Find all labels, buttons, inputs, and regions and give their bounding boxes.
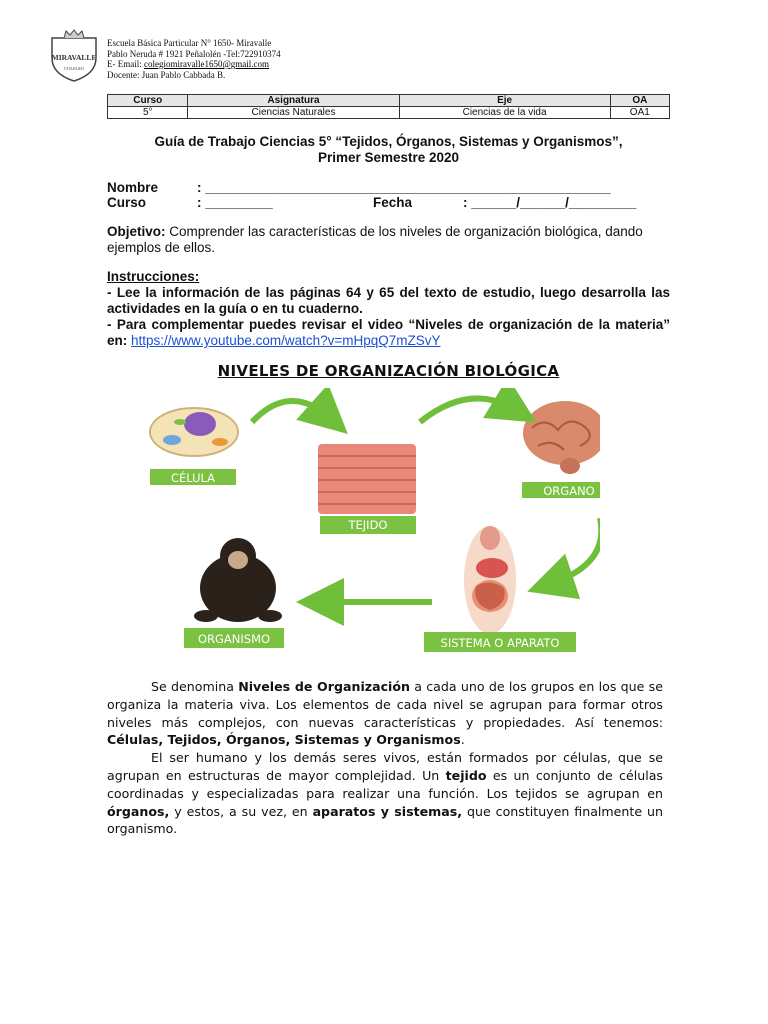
label-sistema: SISTEMA O APARATO: [440, 636, 560, 650]
paragraph-1: Se denomina Niveles de Organización a cada uno de los grupos en los que se organiza la materia viva. Los elementos de cada nivel se agrupan para formar otros niveles más complejos, con nuevas características y propiedades. Así tenemos: Células, Tejidos, Órganos, Sistemas y Organismos.: [107, 679, 663, 748]
curso-row: [107, 195, 636, 210]
nombre-label: Nombre: [107, 180, 159, 195]
label-organismo: ORGANISMO: [197, 632, 271, 646]
svg-text:MIRAVALLE: MIRAVALLE: [51, 53, 97, 62]
school-info: [107, 38, 281, 80]
label-tejido: TEJIDO: [348, 518, 388, 532]
teacher-name: Docente: Juan Pablo Cabbada B.: [107, 69, 226, 80]
fecha-field[interactable]: : ______/______/_________: [463, 195, 637, 210]
info-table: [107, 94, 670, 119]
arrow-organo-sistema: [550, 518, 600, 584]
info-table-header-row: [108, 95, 670, 107]
nombre-field[interactable]: : ______________________________________________________: [197, 180, 611, 195]
guide-title: Guía de Trabajo Ciencias 5° “Tejidos, Órganos, Sistemas y Organismos”, Primer Semestre 2020: [154, 134, 623, 165]
fecha-label: Fecha: [373, 195, 413, 210]
digestive-system-illustration: [464, 526, 516, 634]
body-text: [107, 678, 663, 838]
paragraph-2: El ser humano y los demás seres vivos, están formados por células, que se agrupan en estructuras de mayor complejidad. Un tejido es un conjunto de células coordinadas y especializadas para realizar una función. Los tejidos se agrupan en órganos, y estos, a su vez, en aparatos y sistemas, que constituyen finalmente un organismo.: [107, 750, 663, 837]
objective: [107, 224, 670, 256]
label-celula: CÉLULA: [170, 471, 216, 485]
organization-levels-diagram: [140, 388, 600, 668]
objective-text: Comprender las características de los niveles de organización biológica, dando ejemplos de ellos.: [107, 224, 643, 255]
video-link[interactable]: https://www.youtube.com/watch?v=mHpqQ7mZSvY: [131, 333, 441, 348]
info-header-curso: Curso: [108, 95, 188, 107]
info-value-eje: Ciencias de la vida: [399, 107, 610, 119]
chimpanzee-illustration: [194, 538, 282, 622]
info-header-oa: OA: [610, 95, 669, 107]
instructions-heading: Instrucciones:: [107, 269, 200, 284]
arrow-tejido-organo: [420, 398, 516, 422]
info-table-value-row: [108, 107, 670, 119]
school-name: Escuela Básica Particular N° 1650- Miravalle: [107, 38, 272, 48]
info-header-eje: Eje: [399, 95, 610, 107]
arrow-celula-tejido: [252, 401, 330, 422]
info-header-asignatura: Asignatura: [188, 95, 399, 107]
label-organo: ORGANO: [543, 484, 595, 498]
school-logo: [48, 28, 100, 82]
cell-illustration: [150, 408, 238, 456]
objective-label: Objetivo:: [107, 224, 166, 239]
instructions: [107, 269, 670, 349]
section-title: NIVELES DE ORGANIZACIÓN BIOLÓGICA: [217, 362, 560, 380]
curso-label: Curso: [107, 195, 147, 210]
instruction-item-1: - Lee la información de las páginas 64 y 65 del texto de estudio, luego desarrolla las actividades en la guía o en tu cuaderno.: [107, 285, 670, 316]
curso-field[interactable]: : _________: [197, 195, 273, 210]
school-email-link[interactable]: colegiomiravalle1650@gmail.com: [144, 59, 270, 69]
info-value-asignatura: Ciencias Naturales: [188, 107, 399, 119]
brain-illustration: [523, 401, 600, 474]
info-value-curso: 5°: [108, 107, 188, 119]
instruction-item-2: - Para complementar puedes revisar el video “Niveles de organización de la materia” en: https://www.youtube.com/watch?v=mHpqQ7mZSvY: [107, 317, 670, 348]
tissue-illustration: [318, 444, 416, 514]
nombre-row: [107, 180, 636, 195]
school-address: Pablo Neruda # 1921 Peñalolén -Tel:722910374: [107, 48, 281, 59]
info-value-oa: OA1: [610, 107, 669, 119]
student-form: [107, 180, 636, 210]
school-email-line: E- Email: colegiomiravalle1650@gmail.com: [107, 59, 270, 69]
svg-text:COLEGIO: COLEGIO: [64, 66, 84, 71]
